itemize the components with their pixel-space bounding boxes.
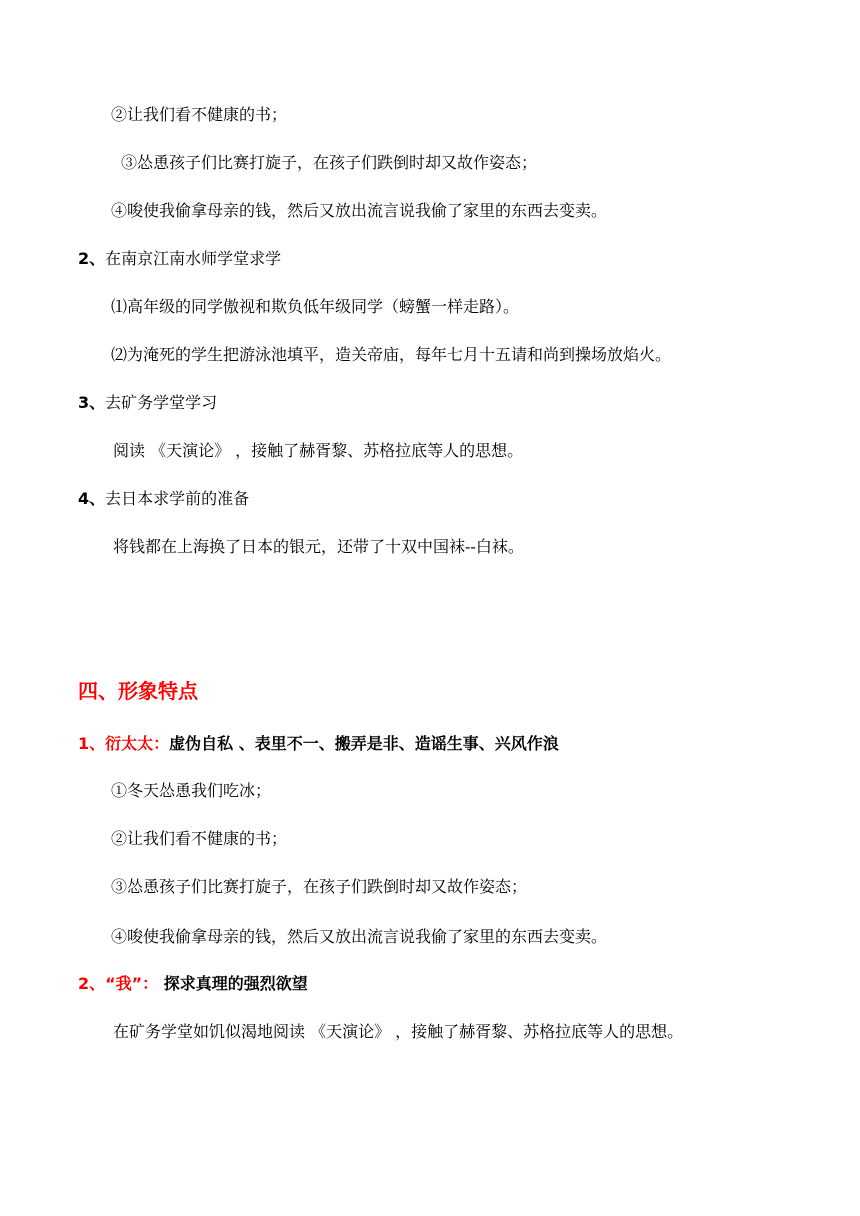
character-1-name: 衍太太： bbox=[105, 734, 170, 753]
section-3-heading bbox=[78, 392, 217, 414]
section-3-title: 去矿务学堂学习 bbox=[105, 393, 218, 412]
section-4-paragraph-1: 将钱都在上海换了日本的银元，还带了十双中国袜--白袜。 bbox=[113, 537, 524, 556]
section-4-heading bbox=[78, 488, 249, 510]
character-1-item-1: ①冬天怂恿我们吃冰； bbox=[111, 781, 272, 800]
character-1-item-2: ②让我们看不健康的书； bbox=[111, 829, 288, 848]
list-item-2: ②让我们看不健康的书； bbox=[111, 105, 288, 124]
section-2-heading bbox=[78, 248, 281, 270]
list-item-4: ④唆使我偷拿母亲的钱，然后又放出流言说我偷了家里的东西去变卖。 bbox=[111, 201, 608, 220]
character-1-heading bbox=[78, 733, 559, 755]
character-2-name: “我”： bbox=[105, 974, 159, 993]
section-2-paragraph-2: ⑵为淹死的学生把游泳池填平，造关帝庙，每年七月十五请和尚到操场放焰火。 bbox=[111, 345, 672, 364]
section-4-title: 去日本求学前的准备 bbox=[105, 489, 250, 508]
character-2-traits: 探求真理的强烈欲望 bbox=[158, 974, 308, 993]
character-2-number: 2、 bbox=[78, 974, 106, 993]
section-2-paragraph-1: ⑴高年级的同学傲视和欺负低年级同学（螃蟹一样走路）。 bbox=[111, 297, 520, 316]
list-item-3: ③怂恿孩子们比赛打旋子，在孩子们跌倒时却又故作姿态； bbox=[121, 153, 538, 172]
section-2-title: 在南京江南水师学堂求学 bbox=[105, 249, 282, 268]
section-3-paragraph-1: 阅读 《天演论》 ，接触了赫胥黎、苏格拉底等人的思想。 bbox=[113, 441, 524, 460]
section-4-number: 4、 bbox=[78, 489, 106, 508]
character-1-item-3: ③怂恿孩子们比赛打旋子，在孩子们跌倒时却又故作姿态； bbox=[111, 877, 528, 896]
character-2-paragraph-1: 在矿务学堂如饥似渴地阅读 《天演论》 ，接触了赫胥黎、苏格拉底等人的思想。 bbox=[113, 1022, 684, 1041]
section-2-number: 2、 bbox=[78, 249, 106, 268]
character-1-number: 1、 bbox=[78, 734, 106, 753]
character-1-item-4: ④唆使我偷拿母亲的钱，然后又放出流言说我偷了家里的东西去变卖。 bbox=[111, 927, 608, 946]
character-2-heading bbox=[78, 973, 308, 995]
character-1-traits: 虚伪自私 、表里不一、搬弄是非、造谣生事、兴风作浪 bbox=[169, 734, 559, 753]
part-4-title: 四、形象特点 bbox=[78, 679, 198, 703]
section-3-number: 3、 bbox=[78, 393, 106, 412]
